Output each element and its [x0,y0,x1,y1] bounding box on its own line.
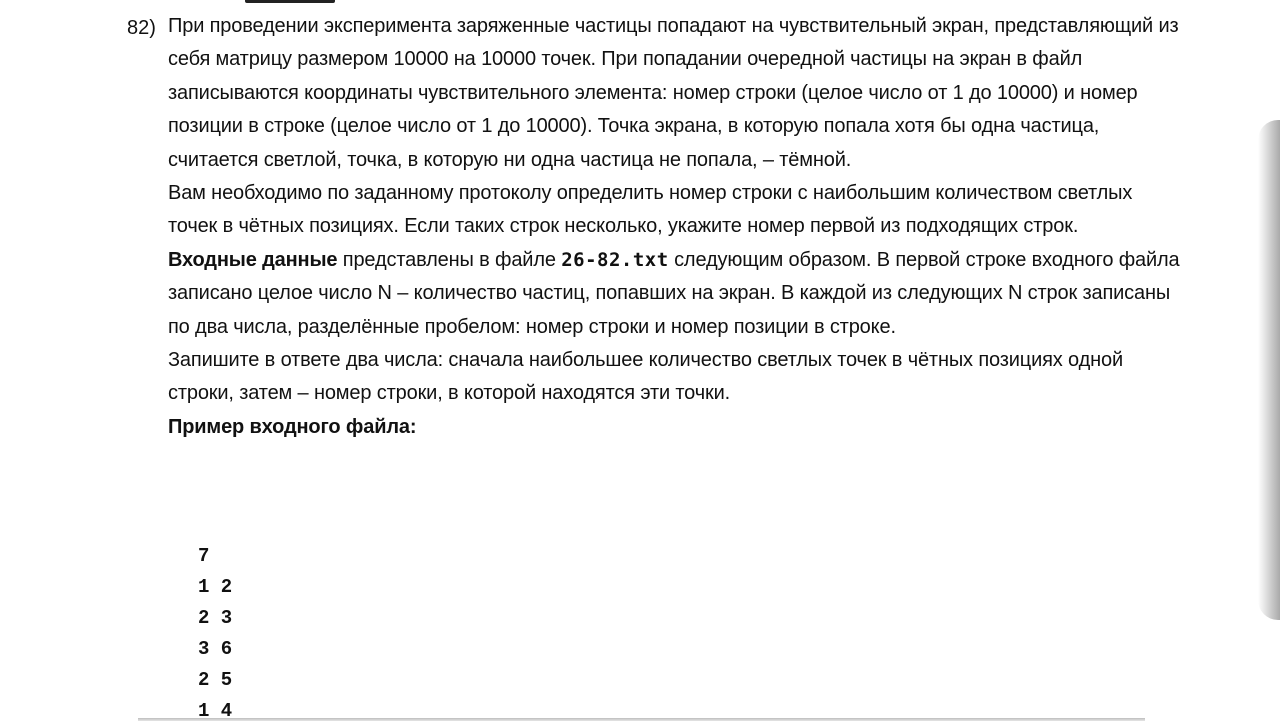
example-heading: Пример входного файла: [168,415,417,438]
page-edge-shadow [1258,120,1280,620]
example-line: 2 3 [198,607,233,629]
example-line: 3 6 [198,638,233,660]
example-line: 1 4 [198,700,233,722]
task-paragraph-answer: Запишите в ответе два числа: сначала наибольшее количество светлых точек в чётных позициях одной строки, затем – номер строки, в которой находятся эти точки. [168,349,1123,405]
task-paragraph-input-format [168,244,1183,344]
task-paragraph-conditions: При проведении эксперимента заряженные частицы попадают на чувствительный экран, представляющий из себя матрицу размером 10000 на 10000 точек. При попадании очередной частицы на экран в файл записываются координаты чувствительного элемента: номер строки (целое число от 1 до 10000) и номер позиции в строке (целое число от 1 до 10000). Точка экрана, в которую попала хотя бы одна частица, считается светлой, точка, в которую ни одна частица не попала, – тёмной. [168,15,1179,171]
example-line: 2 5 [198,669,233,691]
example-input-file [198,541,232,726]
example-line: 1 2 [198,576,233,598]
input-data-mid: представлены в файле [337,248,562,271]
task-number: 82) [127,17,156,39]
input-filename: 26-82.txt [561,248,669,271]
cropped-previous-line [245,0,335,3]
page-bottom-edge [138,718,1145,721]
task-statement [168,10,1183,444]
input-data-rest: следующим образом. В первой строке входного файла записано целое число N – количество частиц, попавших на экран. В каждой из следующих N строк записаны по два числа, разделённые пробелом: номер строки и номер позиции в строке. [168,248,1180,338]
example-line: 7 [198,545,210,567]
task-paragraph-goal: Вам необходимо по заданному протоколу определить номер строки с наибольшим количеством светлых точек в чётных позициях. Если таких строк несколько, укажите номер первой из подходящих строк. [168,182,1133,238]
input-data-label: Входные данные [168,248,338,271]
